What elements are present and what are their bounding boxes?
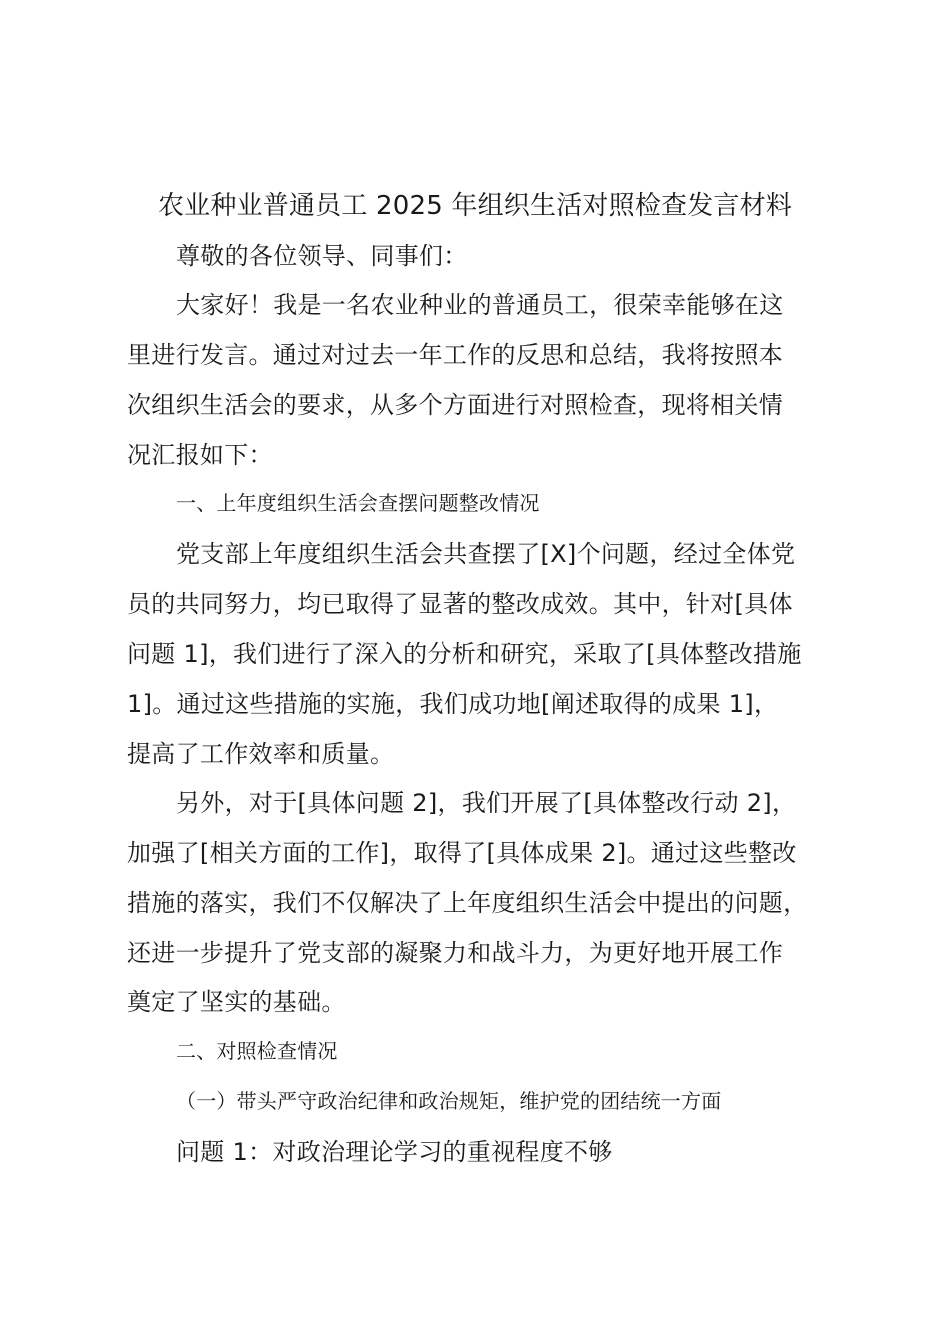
paragraph-line: 措施的落实，我们不仅解决了上年度组织生活会中提出的问题，: [127, 889, 808, 917]
paragraph-line: 党支部上年度组织生活会共查摆了[X]个问题，经过全体党: [176, 540, 796, 568]
subsection-heading: （一）带头严守政治纪律和政治规矩，维护党的团结统一方面: [176, 1089, 722, 1113]
paragraph-line: 大家好！我是一名农业种业的普通员工，很荣幸能够在这: [176, 291, 784, 319]
document-title: 农业种业普通员工 2025 年组织生活对照检查发言材料: [157, 191, 793, 221]
paragraph-line: 次组织生活会的要求，从多个方面进行对照检查，现将相关情: [127, 391, 784, 419]
section-heading: 一、上年度组织生活会查摆问题整改情况: [176, 491, 540, 515]
paragraph-line: 奠定了坚实的基础。: [127, 988, 346, 1016]
paragraph-line: 提高了工作效率和质量。: [127, 740, 395, 768]
paragraph-line: 还进一步提升了党支部的凝聚力和战斗力，为更好地开展工作: [127, 939, 784, 967]
paragraph-line: 另外，对于[具体问题 2]，我们开展了[具体整改行动 2]，: [176, 789, 797, 817]
paragraph-line: 员的共同努力，均已取得了显著的整改成效。其中，针对[具体: [127, 590, 793, 618]
section-heading: 二、对照检查情况: [176, 1039, 338, 1063]
salutation: 尊敬的各位领导、同事们：: [176, 242, 468, 270]
paragraph-line: 1]。通过这些措施的实施，我们成功地[阐述取得的成果 1]，: [127, 690, 779, 718]
paragraph-line: 问题 1]，我们进行了深入的分析和研究，采取了[具体整改措施: [127, 640, 802, 668]
problem-heading: 问题 1：对政治理论学习的重视程度不够: [176, 1138, 613, 1166]
paragraph-line: 况汇报如下：: [127, 441, 273, 469]
paragraph-line: 加强了[相关方面的工作]，取得了[具体成果 2]。通过这些整改: [127, 839, 797, 867]
paragraph-line: 里进行发言。通过对过去一年工作的反思和总结，我将按照本: [127, 341, 784, 369]
